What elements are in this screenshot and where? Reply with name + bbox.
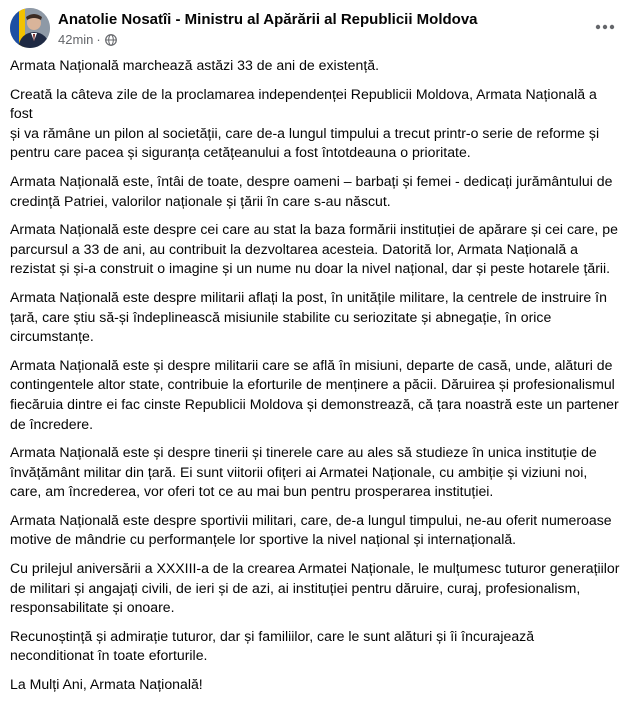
- post-timestamp[interactable]: 42min: [58, 32, 94, 47]
- post-header: [10, 7, 623, 51]
- post-paragraph: Armata Națională este, întâi de toate, despre oameni – barbați și femei - dedicați jurământului de credință Patriei, valorilor naționale și țării în care s-au născut.: [10, 172, 613, 209]
- post-paragraph: Armata Națională este și despre tinerii și tinerele care au ales să studieze în unica instituție de învățământ militar din țară. Ei sunt viitorii ofițeri ai Armatei Naționale, cu ambiție și viziuni noi, care, am încrederea, vor oferi tot ce au mai bun pentru prosperarea instituției.: [10, 444, 597, 500]
- post-paragraph: La Mulți Ani, Armata Națională!: [10, 676, 203, 693]
- meta-separator: ·: [96, 32, 101, 47]
- post-paragraph: Armata Națională este despre militarii aflați la post, în unitățile militare, la centrele de instruire în țară, care știu să-și îndeplinească misiunile stabilite cu seriozitate și abnegație, în orice circumstanțe.: [10, 288, 607, 345]
- post-paragraph: Armata Națională marchează astăzi 33 de ani de existență.: [10, 57, 379, 73]
- post-paragraph: Armata Națională este despre sportivii militari, care, de-a lungul timpului, ne-au oferit numeroase motive de mândrie cu performanțele lor sportive la nivel național și internațională.: [10, 511, 612, 548]
- post-paragraph: Armata Națională este despre cei care au stat la baza formării instituției de apărare și cei care, pe parcursul a 33 de ani, au contribuit la dezvoltarea acesteia. Datorită lor, Armata Națională a rezistat și și-a construit o imagine și un nume nu doar la nivel național, dar și peste hotarele țării.: [10, 221, 618, 277]
- post-body: [10, 56, 623, 704]
- author-avatar[interactable]: [10, 8, 50, 48]
- author-name[interactable]: Anatolie Nosatîi - Ministru al Apărării al Republicii Moldova: [58, 11, 478, 28]
- globe-icon[interactable]: [105, 34, 117, 46]
- more-options-icon[interactable]: [591, 13, 619, 41]
- post-meta: [58, 32, 117, 47]
- post-paragraph: Cu prilejul aniversării a XXXIII-a de la crearea Armatei Naționale, le mulțumesc tuturor generațiilor de militari și angajați civili, de ieri și de azi, ai instituției pentru dăruire, curaj, profesionalism, responsabilitate și onoare.: [10, 560, 620, 616]
- post-paragraph: Creată la câteva zile de la proclamarea independenței Republicii Moldova, Armata Națională a fost și va rămâne un pilon al societății, care de-a lungul timpului a trecut printr-o serie de reforme și pentru care pacea și siguranța cetățeanului a fost întotdeauna o prioritate.: [10, 85, 600, 161]
- post-paragraph: Armata Națională este și despre militarii care se află în misiuni, departe de casă, unde, alături de contingentele altor state, contribuie la eforturile de menținere a păcii. Dăruirea și profesionalismul fiecăruia dintre ei fac cinste Republicii Moldova și demonstrează, că țara noastră este un partener de încredere.: [10, 356, 619, 432]
- post-paragraph: Recunoștință și admirație tuturor, dar și familiilor, care le sunt alături și îi încurajează neconditionat în toate eforturile.: [10, 627, 535, 664]
